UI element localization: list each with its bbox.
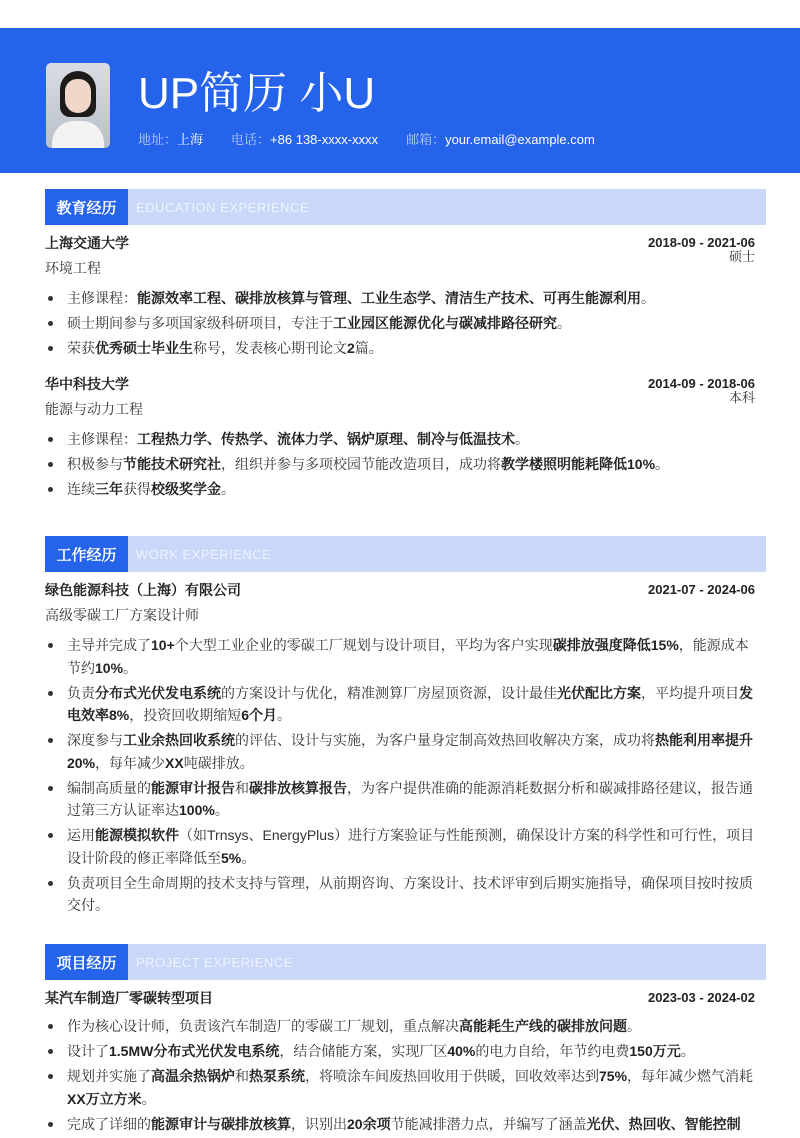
bullet-item <box>45 1065 755 1110</box>
email-label: 邮箱： <box>406 132 446 147</box>
highlight-text: 1.5MW分布式光伏发电系统 <box>109 1043 280 1059</box>
bullet-text: ，能源成本节约 <box>67 637 749 676</box>
bullet-list <box>45 287 755 360</box>
bullet-text: 。 <box>680 1043 695 1059</box>
bullet-text: 的方案设计与优化，精准测算厂房屋顶资源，设计最佳 <box>221 684 557 701</box>
bullet-text: 深度参与 <box>67 732 123 748</box>
bullet-text: 。 <box>241 849 256 866</box>
highlight-text: 工业余热回收系统 <box>123 732 235 748</box>
bullet-text: 负责 <box>67 684 95 701</box>
highlight-text: 75% <box>599 1068 628 1084</box>
bullet-text: 。 <box>123 659 138 676</box>
bullet-text: 和 <box>235 779 249 796</box>
highlight-text: 10% <box>95 659 124 676</box>
phone-value: +86 138-xxxx-xxxx <box>270 132 379 147</box>
date-range: 2023-03 - 2024-02 <box>648 990 755 1005</box>
bullet-text: 运用 <box>67 827 95 843</box>
bullet-item <box>45 478 755 501</box>
degree: 硕士 <box>728 249 755 264</box>
highlight-text: 能源审计报告 <box>151 779 235 796</box>
bullet-list <box>45 428 755 501</box>
bullet-text: ，投资回收期缩短 <box>129 707 242 723</box>
bullet-item <box>45 337 755 360</box>
bullet-text: 的电力自给，年节约电费 <box>475 1043 630 1059</box>
bullet-text: 硕士期间参与多项国家级科研项目，专注于 <box>67 315 333 331</box>
bullet-text: 完成了详细的 <box>67 1115 151 1132</box>
highlight-text: 碳排放强度降低15% <box>552 637 679 653</box>
bullet-text: 节能减排潜力点，并编写了涵盖 <box>390 1115 587 1132</box>
highlight-text: 优秀硕士毕业生 <box>95 340 193 356</box>
bullet-text: 设计了 <box>67 1043 109 1059</box>
highlight-text: 节能技术研究社 <box>123 456 221 472</box>
bullet-item <box>45 287 755 310</box>
highlight-text: 150万元 <box>629 1043 681 1059</box>
bullet-list <box>45 1015 755 1135</box>
date-range: 2021-07 - 2024-06 <box>648 582 755 597</box>
section-title: 教育经历 <box>45 189 128 225</box>
bullet-text: 。 <box>141 1090 156 1107</box>
bullet-text: ，结合储能方案，实现厂区 <box>279 1043 448 1059</box>
highlight-text: 热能利用率提升20% <box>67 732 753 771</box>
contact-phone <box>231 131 378 149</box>
resume-header <box>0 28 800 173</box>
bullet-text: ，每年减少燃气消耗 <box>627 1068 754 1084</box>
bullet-text: 。 <box>277 707 292 723</box>
highlight-text: 能源效率工程、碳排放核算与管理、工业生态学、清洁生产技术、可再生能源利用 <box>137 290 641 306</box>
bullet-text: 吨碳排放。 <box>183 754 254 771</box>
school-name: 华中科技大学 <box>45 376 129 392</box>
job-role: 高级零碳工厂方案设计师 <box>45 607 199 623</box>
address-label: 地址： <box>138 132 178 147</box>
bullet-text: ，识别出 <box>291 1115 347 1132</box>
date-range: 2014-09 - 2018-06 <box>648 376 755 391</box>
section-title: 项目经历 <box>45 944 128 980</box>
bullet-text: ，平均提升项目 <box>641 684 739 701</box>
section-header-work <box>45 536 766 572</box>
highlight-text: 光伏、热回收、智能控制 <box>586 1115 741 1132</box>
highlight-text: XX万立方米 <box>67 1090 142 1107</box>
contact-email <box>406 131 595 149</box>
company-name: 绿色能源科技（上海）有限公司 <box>45 582 241 598</box>
highlight-text: 20余项 <box>347 1115 391 1132</box>
highlight-text: 碳排放核算报告 <box>249 779 347 796</box>
school-name: 上海交通大学 <box>45 235 129 251</box>
bullet-item <box>45 777 755 822</box>
contact-address <box>138 131 203 149</box>
bullet-text: 。 <box>221 481 235 497</box>
bullet-text: 篇。 <box>354 340 383 356</box>
bullet-item <box>45 453 755 476</box>
bullet-text: 个大型工业企业的零碳工厂规划与设计项目，平均为客户实现 <box>174 637 553 653</box>
degree: 本科 <box>728 390 755 405</box>
bullet-text: 。 <box>214 802 229 818</box>
bullet-text: 规划并实施了 <box>67 1068 151 1084</box>
bullet-item <box>45 682 755 727</box>
bullet-text: 荣获 <box>67 340 95 356</box>
bullet-text: 主修课程： <box>67 290 137 306</box>
bullet-item <box>45 1113 755 1136</box>
bullet-item <box>45 312 755 335</box>
profile-photo <box>46 63 110 148</box>
bullet-text: 积极参与 <box>67 456 123 472</box>
section-title-en: EDUCATION EXPERIENCE <box>136 199 310 215</box>
work-entry <box>45 580 755 919</box>
bullet-item <box>45 1040 755 1063</box>
highlight-text: 热泵系统 <box>249 1068 305 1084</box>
highlight-text: 40% <box>447 1043 476 1059</box>
highlight-text: 校级奖学金 <box>151 481 221 497</box>
contact-info <box>138 131 595 149</box>
highlight-text: 分布式光伏发电系统 <box>95 684 221 701</box>
highlight-text: 发电效率8% <box>67 684 753 723</box>
candidate-name: UP简历 小U <box>138 69 376 118</box>
bullet-item <box>45 729 755 774</box>
highlight-text: 能源模拟软件 <box>95 827 179 843</box>
highlight-text: 100% <box>179 802 215 818</box>
phone-label: 电话： <box>231 132 271 147</box>
section-header-education <box>45 189 766 225</box>
address-value: 上海 <box>177 132 204 147</box>
bullet-text: 。 <box>627 1018 641 1034</box>
education-entry <box>45 374 755 503</box>
bullet-text: 的评估、设计与实施，为客户量身定制高效热回收解决方案，成功将 <box>235 732 655 748</box>
bullet-text: 主修课程： <box>67 431 137 447</box>
highlight-text: 2 <box>347 340 355 356</box>
bullet-text: ，组织并参与多项校园节能改造项目，成功将 <box>221 456 501 472</box>
section-header-projects <box>45 944 766 980</box>
bullet-item <box>45 1015 755 1038</box>
highlight-text: 高能耗生产线的碳排放问题 <box>459 1018 627 1034</box>
bullet-text: 编制高质量的 <box>67 779 151 796</box>
highlight-text: 高温余热锅炉 <box>151 1068 235 1084</box>
bullet-item <box>45 872 755 917</box>
major: 能源与动力工程 <box>45 401 143 417</box>
date-range: 2018-09 - 2021-06 <box>648 235 755 250</box>
bullet-text: 。 <box>515 431 529 447</box>
highlight-text: 工业园区能源优化与碳减排路径研究 <box>333 315 557 331</box>
bullet-text: 负责项目全生命周期的技术支持与管理，从前期咨询、方案设计、技术评审到后期实施指导，确保项目按时按质交付。 <box>67 874 753 913</box>
major: 环境工程 <box>45 260 101 276</box>
bullet-text: 。 <box>557 315 571 331</box>
bullet-text: 作为核心设计师，负责该汽车制造厂的零碳工厂规划，重点解决 <box>67 1018 459 1034</box>
education-entry <box>45 233 755 362</box>
section-title-en: PROJECT EXPERIENCE <box>136 954 293 970</box>
bullet-text: （如Trnsys、EnergyPlus）进行方案验证与性能预测，确保设计方案的科学性和可行性，项目设计阶段的修正率降低至 <box>67 827 755 866</box>
highlight-text: 工程热力学、传热学、流体力学、锅炉原理、制冷与低温技术 <box>137 431 515 447</box>
bullet-text: ，将喷涂车间废热回收用于供暖，回收效率达到 <box>305 1068 599 1084</box>
highlight-text: 6个月 <box>241 707 278 723</box>
bullet-text: 获得 <box>123 481 151 497</box>
highlight-text: 能源审计与碳排放核算 <box>151 1115 291 1132</box>
bullet-item <box>45 428 755 451</box>
email-value[interactable]: your.email@example.com <box>445 132 595 147</box>
highlight-text: 教学楼照明能耗降低10% <box>501 456 656 472</box>
bullet-item <box>45 634 755 679</box>
bullet-text: 连续 <box>67 481 95 497</box>
bullet-item <box>45 824 755 869</box>
highlight-text: 10+ <box>151 637 175 653</box>
bullet-text: ，每年减少 <box>95 754 166 771</box>
highlight-text: 光伏配比方案 <box>557 684 641 701</box>
section-title: 工作经历 <box>45 536 128 572</box>
bullet-text: 称号，发表核心期刊论文 <box>193 340 347 356</box>
bullet-text: 。 <box>655 456 670 472</box>
section-title-en: WORK EXPERIENCE <box>136 546 272 562</box>
bullet-list <box>45 634 755 917</box>
project-name: 某汽车制造厂零碳转型项目 <box>45 990 213 1006</box>
bullet-text: 。 <box>641 290 655 306</box>
bullet-text: 主导并完成了 <box>67 637 151 653</box>
bullet-text: ，为客户提供准确的能源消耗数据分析和碳减排路径建议，报告通过第三方认证率达 <box>67 779 753 818</box>
highlight-text: 三年 <box>95 481 123 497</box>
highlight-text: XX <box>165 754 184 771</box>
project-entry <box>45 988 755 1138</box>
bullet-text: 和 <box>235 1068 249 1084</box>
highlight-text: 5% <box>221 849 242 866</box>
